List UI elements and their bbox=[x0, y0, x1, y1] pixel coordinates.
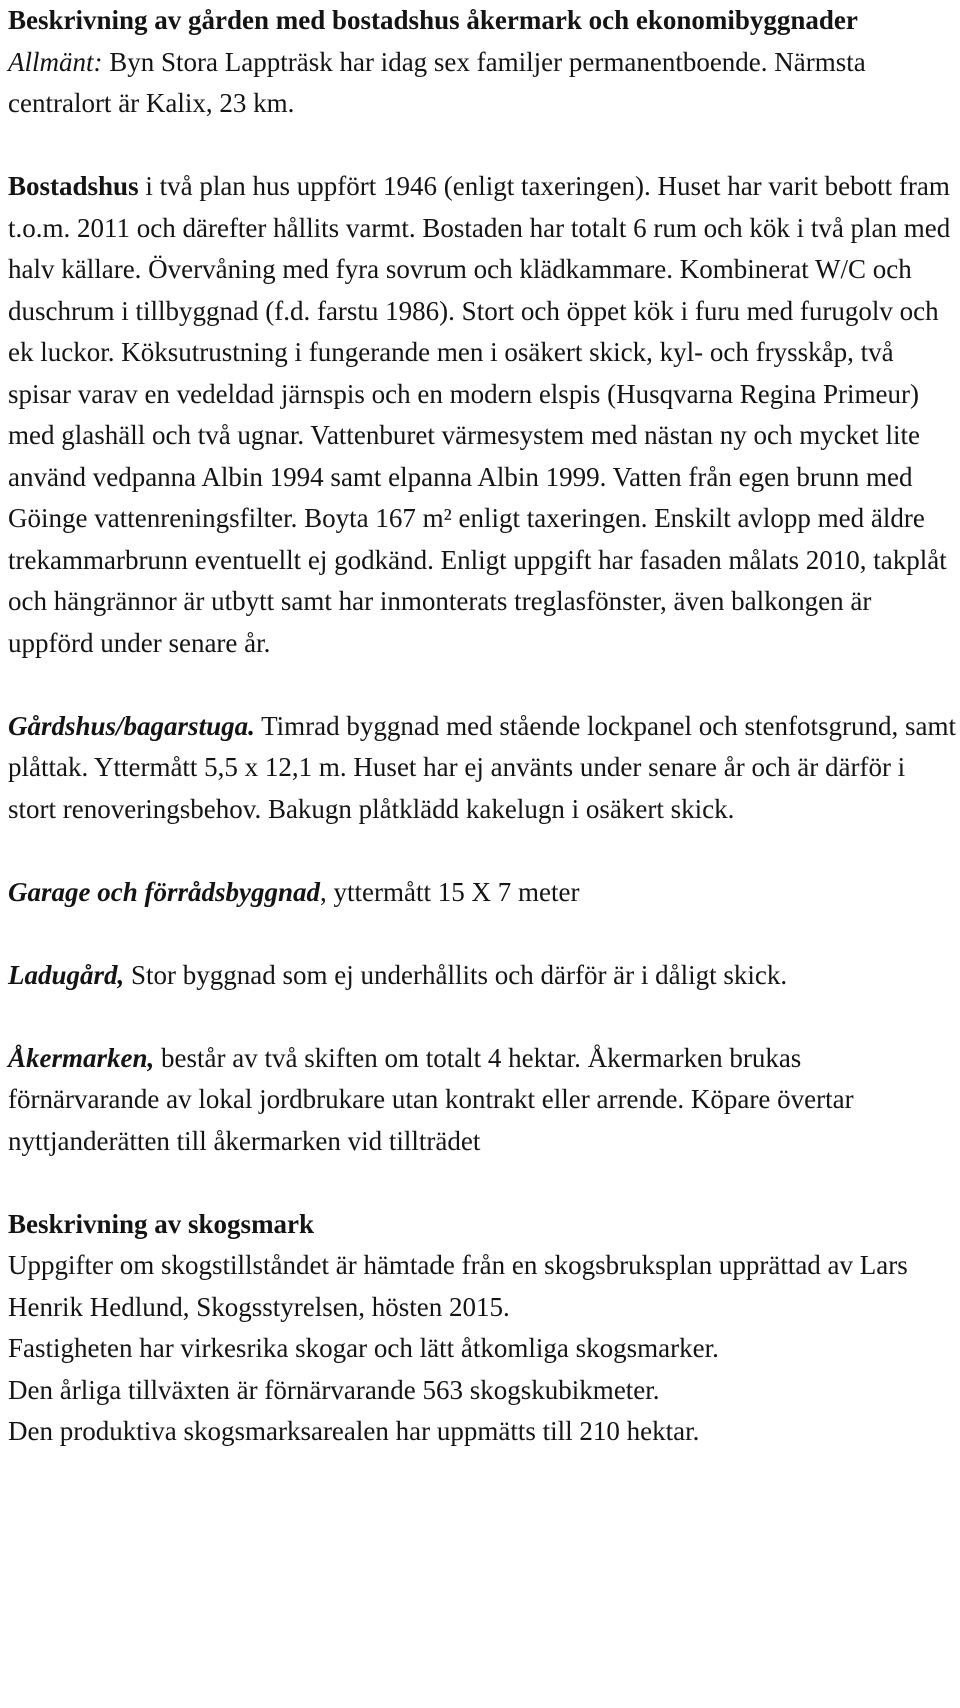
spacer bbox=[8, 1162, 956, 1204]
garage-text: , yttermått 15 X 7 meter bbox=[320, 876, 580, 907]
spacer bbox=[8, 125, 956, 167]
barn-paragraph bbox=[8, 955, 956, 997]
garage-label: Garage och förrådsbyggnad bbox=[8, 876, 321, 907]
general-label: Allmänt: bbox=[8, 46, 103, 77]
forest-section-heading: Beskrivning av skogsmark bbox=[8, 1208, 315, 1239]
farmland-label: Åkermarken, bbox=[8, 1042, 155, 1073]
barn-text: Stor byggnad som ej underhållits och därför är i dåligt skick. bbox=[124, 959, 788, 990]
document-page bbox=[8, 0, 956, 1453]
barn-label: Ladugård, bbox=[8, 959, 125, 990]
spacer bbox=[8, 996, 956, 1038]
general-paragraph bbox=[8, 42, 956, 125]
yard-house-text: Timrad byggnad med stående lockpanel och stenfotsgrund, samt plåttak. Yttermått 5,5 x 12,1 m. Huset har ej använts under senare år och är därför i stort renoveringsbehov. Bakugn plåtklädd kakelugn i osäkert skick. bbox=[8, 710, 956, 824]
general-text: Byn Stora Lappträsk har idag sex familjer permanentboende. Närmsta centralort är Kalix, 23 km. bbox=[8, 46, 866, 118]
forest-line: Den årliga tillväxten är förnärvarande 563 skogskubikmeter. bbox=[8, 1374, 660, 1405]
residence-label: Bostadshus bbox=[8, 171, 139, 201]
farmland-paragraph bbox=[8, 1038, 956, 1163]
forest-line: Fastigheten har virkesrika skogar och lätt åtkomliga skogsmarker. bbox=[8, 1333, 719, 1363]
spacer bbox=[8, 664, 956, 706]
yard-house-paragraph bbox=[8, 706, 956, 831]
residence-text: i två plan hus uppfört 1946 (enligt taxeringen). Huset har varit bebott fram t.o.m. 2011 och därefter hållits varmt. Bostaden har totalt 6 rum och kök i två plan med halv källare. Övervåning med fyra sovrum och klädkammare. Kombinerat W/C och duschrum i tillbyggnad (f.d. farstu 1986). Stort och öppet kök i furu med furugolv och ek luckor. Köksutrustning i fungerande men i osäkert skick, kyl- och frysskåp, två spisar varav en vedeldad järnspis och en modern elspis (Husqvarna Regina Primeur) med glashäll och två ugnar. Vattenburet värmesystem med nästan ny och mycket lite använd vedpanna Albin 1994 samt elpanna Albin 1999. Vatten från egen brunn med Göinge vattenreningsfilter. Boyta 167 m² enligt taxeringen. Enskilt avlopp med äldre trekammarbrunn eventuellt ej godkänd. Enligt uppgift har fasaden målats 2010, takplåt och hängrännor är utbytt samt har inmonterats treglasfönster, även balkongen är uppförd under senare år. bbox=[8, 171, 951, 658]
residence-paragraph bbox=[8, 166, 956, 664]
garage-paragraph bbox=[8, 872, 956, 914]
yard-house-label: Gårdshus/bagarstuga. bbox=[8, 710, 255, 741]
farmland-text: består av två skiften om totalt 4 hektar. Åkermarken brukas förnärvarande av lokal jordbrukare utan kontrakt eller arrende. Köpare övertar nyttjanderätten till åkermarken vid tillträdet bbox=[8, 1042, 854, 1156]
forest-line: Den produktiva skogsmarksarealen har uppmätts till 210 hektar. bbox=[8, 1416, 700, 1446]
spacer bbox=[8, 913, 956, 955]
farm-section-heading: Beskrivning av gården med bostadshus åkermark och ekonomibyggnader bbox=[8, 5, 858, 35]
spacer bbox=[8, 830, 956, 872]
forest-line: Uppgifter om skogstillståndet är hämtade från en skogsbruksplan upprättad av Lars Henrik Hedlund, Skogsstyrelsen, hösten 2015. bbox=[8, 1250, 908, 1322]
